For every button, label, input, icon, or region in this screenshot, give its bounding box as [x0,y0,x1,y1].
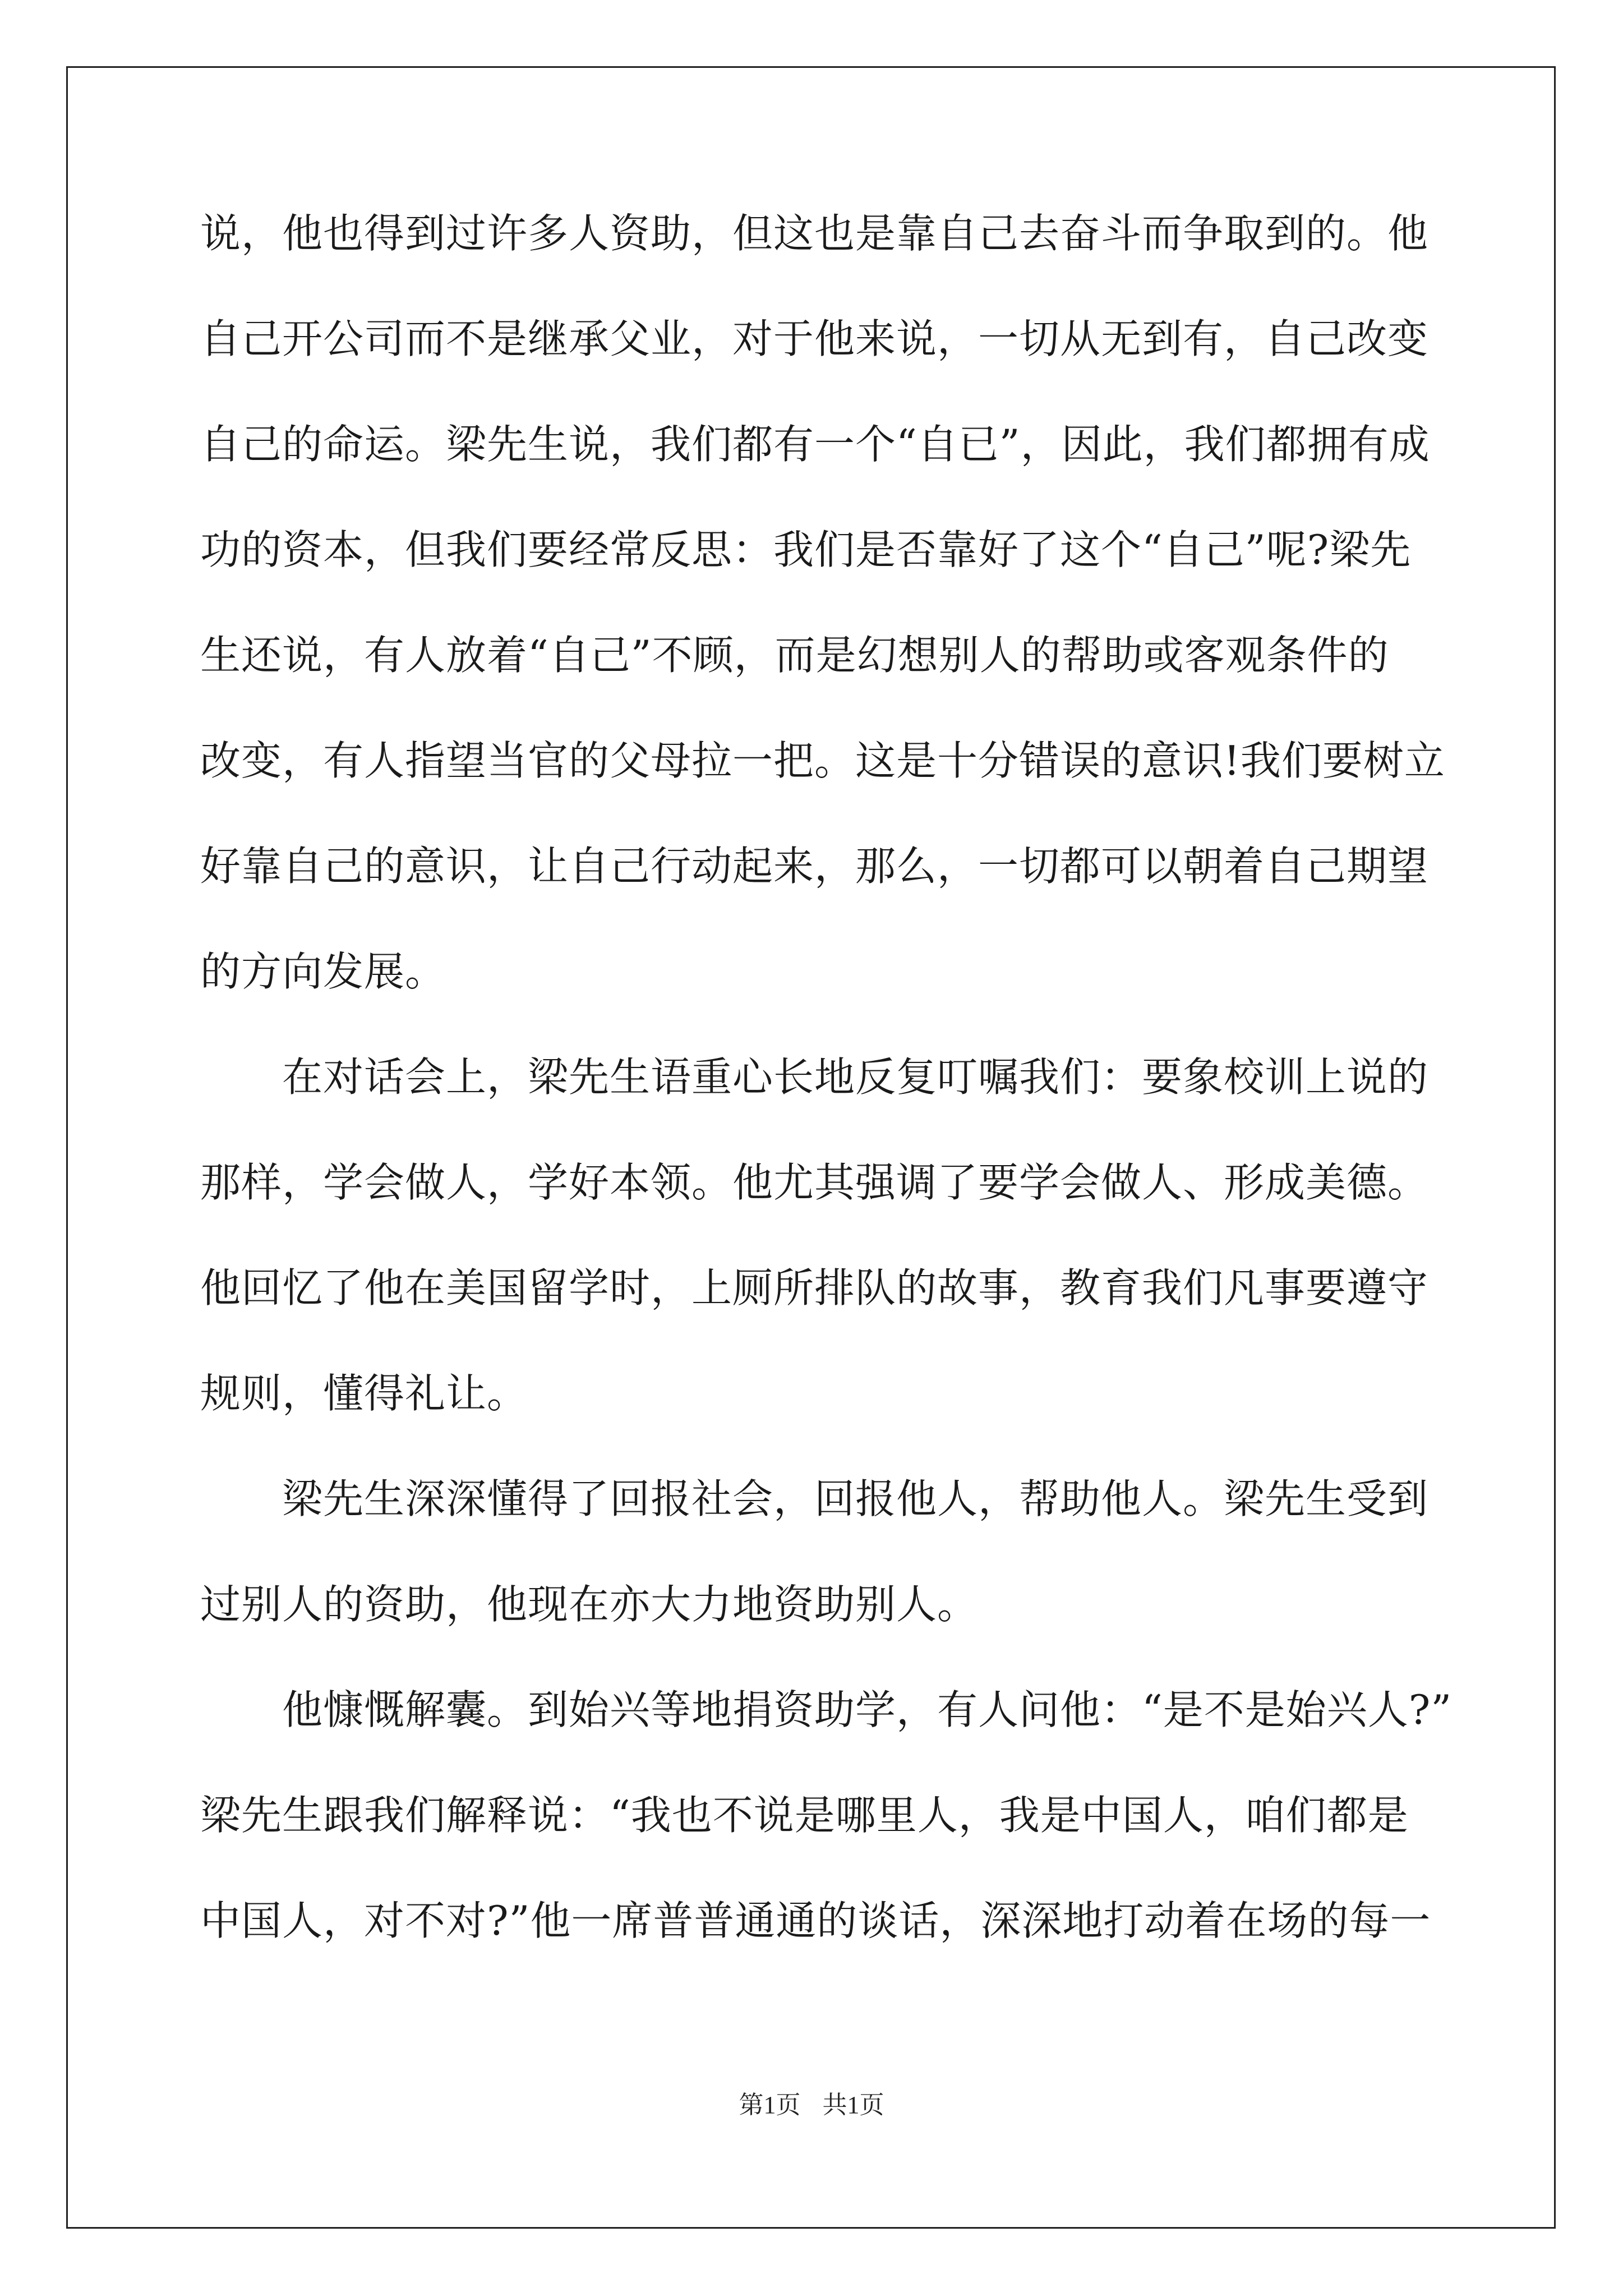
text-line: 自己的命运。梁先生说，我们都有一个“自已”，因此，我们都拥有成 [200,421,1430,468]
text-line: 过别人的资助，他现在亦大力地资助别人。 [200,1581,979,1628]
page-footer [0,2085,1623,2120]
text-line: 他慷慨解囊。到始兴等地捐资助学，有人问他：“是不是始兴人?” [200,1686,1453,1733]
text-line: 功的资本，但我们要经常反思：我们是否靠好了这个“自己”呢?梁先 [200,526,1412,573]
page-total: 共1页 [822,2091,884,2119]
text-line: 的方向发展。 [200,948,446,995]
text-line: 说，他也得到过许多人资助，但这也是靠自己去奋斗而争取到的。他 [200,210,1429,257]
text-line: 梁先生深深懂得了回报社会，回报他人，帮助他人。梁先生受到 [200,1475,1429,1522]
text-line: 在对话会上，梁先生语重心长地反复叮嘱我们：要象校训上说的 [200,1053,1429,1101]
page-number: 第1页 [739,2091,801,2119]
text-line: 梁先生跟我们解释说：“我也不说是哪里人，我是中国人，咱们都是 [200,1792,1409,1839]
text-line: 改变，有人指望当官的父母拉一把。这是十分错误的意识!我们要树立 [200,737,1445,784]
document-body [200,210,1453,2006]
text-line: 自己开公司而不是继承父业，对于他来说，一切从无到有，自己改变 [200,315,1429,362]
text-line: 那样，学会做人，学好本领。他尤其强调了要学会做人、形成美德。 [200,1159,1429,1206]
text-line: 好靠自己的意识，让自己行动起来，那么，一切都可以朝着自己期望 [200,843,1429,890]
text-line: 他回忆了他在美国留学时，上厕所排队的故事，教育我们凡事要遵守 [200,1264,1429,1312]
text-line: 中国人，对不对?”他一席普普通通的谈话，深深地打动着在场的每一 [200,1897,1431,1944]
text-line: 生还说，有人放着“自己”不顾，而是幻想别人的帮助或客观条件的 [200,632,1389,679]
text-line: 规则，懂得礼让。 [200,1370,528,1417]
